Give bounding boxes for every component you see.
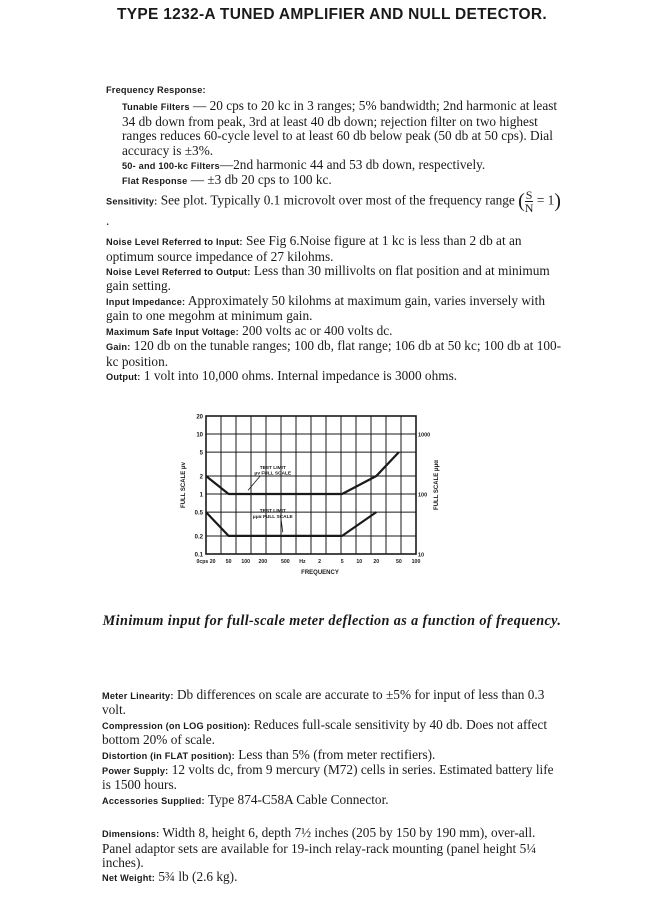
x-tick-label: Hz bbox=[299, 559, 306, 565]
x-tick-label: 20 bbox=[373, 559, 380, 565]
annotation-uua-full-scale: μμα FULL SCALE bbox=[252, 514, 293, 520]
y-tick-label-left: 10 bbox=[196, 432, 203, 439]
chart-caption: Minimum input for full-scale meter deflection as a function of frequency. bbox=[102, 613, 562, 629]
output-spec bbox=[106, 369, 562, 384]
meter-linearity-spec bbox=[102, 688, 562, 718]
series-line-1 bbox=[206, 452, 399, 494]
frequency-response-heading bbox=[106, 82, 562, 97]
x-tick-label: 50 bbox=[225, 559, 232, 565]
y-tick-label-left: 0.1 bbox=[194, 552, 203, 559]
y-tick-label-left: 0.5 bbox=[194, 510, 203, 517]
net-weight-spec bbox=[102, 870, 562, 885]
distortion-label: Distortion (in FLAT position): bbox=[102, 750, 235, 761]
input-impedance-spec bbox=[106, 294, 562, 324]
x-tick-label: 2 bbox=[318, 559, 321, 565]
power-supply-text: 12 volts dc, from 9 mercury (M72) cells in series. Estimated battery life is 1500 hours. bbox=[102, 762, 554, 793]
y-tick-label-right: 10 bbox=[418, 552, 425, 559]
compression-text: Reduces full-scale sensitivity by 40 db. Does not affect bottom 20% of scale. bbox=[102, 716, 548, 748]
input-impedance-label: Input Impedance: bbox=[106, 296, 186, 307]
max-input-voltage-spec bbox=[106, 324, 562, 339]
snr-paren-close: ) bbox=[554, 190, 561, 213]
x-tick-label: 5 bbox=[340, 559, 344, 565]
gain-label: Gain: bbox=[106, 342, 131, 353]
compression-spec bbox=[102, 718, 562, 748]
noise-input-text: See Fig 6.Noise figure at 1 kc is less than 2 db at an optimum source impedance of 27 kilohms. bbox=[106, 233, 522, 264]
tunable-filters-label: Tunable Filters bbox=[122, 102, 190, 113]
y-tick-label-left: 5 bbox=[199, 450, 203, 457]
snr-fraction bbox=[525, 189, 534, 214]
net-weight-label: Net Weight: bbox=[102, 873, 156, 884]
x-tick-label: 100 bbox=[241, 559, 251, 565]
y-tick-label-left: 2 bbox=[199, 474, 203, 481]
power-supply-spec bbox=[102, 763, 562, 793]
meter-linearity-label: Meter Linearity: bbox=[102, 691, 174, 701]
y-tick-label-left: 1 bbox=[199, 492, 203, 499]
meter-linearity-text: Db differences on scale are accurate to ±5% for input of less than 0.3 volt. bbox=[102, 687, 545, 718]
max-input-voltage-text: 200 volts ac or 400 volts dc. bbox=[238, 322, 393, 338]
noise-input-label: Noise Level Referred to Input: bbox=[106, 237, 243, 248]
gain-text: 120 db on the tunable ranges; 100 db, flat range; 106 db at 50 kc; 100 db at 100-kc position. bbox=[106, 338, 562, 369]
dimensions-text: Width 8, height 6, depth 7½ inches (205 by 150 by 190 mm), over-all. Panel adaptor sets are available for 19-inch relay-rack mounting (panel height 5¼ inches). bbox=[102, 825, 537, 871]
input-impedance-text: Approximately 50 kilohms at maximum gain, varies inversely with gain to one megohm at minimum gain. bbox=[106, 292, 545, 324]
y-tick-label-left: 0.2 bbox=[194, 534, 203, 541]
tunable-filters-text: — 20 cps to 20 kc in 3 ranges; 5% bandwidth; 2nd harmonic at least 34 db down from peak, 3rd at least 40 db down; rejection filter on two highest ranges reduces 60-cycle level to at least 60 db below peak (50 db at 50 cps). Dial accuracy is ±3%. bbox=[122, 98, 558, 158]
accessories-label: Accessories Supplied: bbox=[102, 795, 205, 806]
output-text: 1 volt into 10,000 ohms. Internal impedance is 3000 ohms. bbox=[140, 367, 458, 383]
snr-denominator: N bbox=[524, 200, 534, 215]
snr-paren-open: ( bbox=[518, 190, 525, 213]
page-title: TYPE 1232-A TUNED AMPLIFIER AND NULL DETECTOR. bbox=[116, 6, 548, 23]
noise-output-label: Noise Level Referred to Output: bbox=[106, 267, 251, 278]
y-tick-label-right: 1000 bbox=[418, 432, 431, 439]
gain-spec bbox=[106, 339, 562, 369]
sensitivity-label: Sensitivity: bbox=[106, 196, 158, 207]
snr-numerator: S bbox=[525, 187, 533, 202]
accessories-spec bbox=[102, 793, 562, 808]
output-label: Output: bbox=[106, 371, 141, 382]
y-axis-label-left: FULL SCALE μv bbox=[181, 462, 187, 508]
x-tick-label: 500 bbox=[281, 559, 290, 565]
snr-equals: = 1 bbox=[536, 192, 555, 208]
annotation-test-limit-uv: TEST LIMIT bbox=[259, 466, 286, 472]
annotation-test-limit-uua: TEST LIMIT bbox=[259, 509, 286, 515]
annotation-arrow bbox=[248, 476, 260, 490]
y-tick-label-right: 100 bbox=[418, 492, 428, 499]
flat-response-spec bbox=[106, 173, 562, 188]
x-tick-label: 50 bbox=[396, 559, 402, 565]
sensitivity-text: See plot. Typically 0.1 microvolt over most of the frequency range bbox=[157, 192, 519, 208]
kc-filters-text: —2nd harmonic 44 and 53 db down, respectively. bbox=[219, 157, 486, 173]
y-tick-label-left: 20 bbox=[196, 414, 203, 421]
sensitivity-chart bbox=[170, 408, 470, 583]
dimensions-label: Dimensions: bbox=[102, 829, 160, 840]
noise-input-spec bbox=[106, 234, 562, 264]
kc-filters-label: 50- and 100-kc Filters bbox=[122, 161, 220, 172]
noise-output-spec bbox=[106, 264, 562, 294]
noise-output-text: Less than 30 millivolts on flat position and at minimum gain setting. bbox=[106, 263, 550, 294]
sensitivity-spec: Sensitivity: See plot. Typically 0.1 microvolt over most of the frequency range ( $\frac{S}{N}$ = 1). bbox=[106, 187, 561, 228]
net-weight-text: 5¾ lb (2.6 kg). bbox=[155, 869, 238, 885]
annotation-uv-full-scale: μv FULL SCALE bbox=[254, 471, 292, 477]
distortion-text: Less than 5% (from meter rectifiers). bbox=[234, 746, 436, 762]
kc-filters-spec bbox=[106, 158, 562, 173]
x-tick-label: 200 bbox=[258, 559, 268, 565]
accessories-text: Type 874-C58A Cable Connector. bbox=[204, 791, 389, 807]
flat-response-label: Flat Response bbox=[122, 176, 188, 187]
distortion-spec bbox=[102, 748, 562, 763]
x-tick-label: 10 bbox=[356, 559, 363, 565]
max-input-voltage-label: Maximum Safe Input Voltage: bbox=[106, 326, 239, 337]
x-axis-label: FREQUENCY bbox=[301, 570, 339, 576]
x-tick-label: 0cps 20 bbox=[196, 559, 216, 565]
x-tick-label: 100 bbox=[411, 559, 421, 565]
tunable-filters-spec bbox=[106, 99, 562, 158]
dimensions-spec bbox=[102, 826, 562, 870]
flat-response-text: — ±3 db 20 cps to 100 kc. bbox=[187, 172, 332, 188]
specs-top bbox=[106, 82, 562, 384]
specs-bottom bbox=[102, 688, 562, 886]
frequency-response-label: Frequency Response: bbox=[106, 85, 206, 95]
power-supply-label: Power Supply: bbox=[102, 766, 169, 777]
compression-label: Compression (on LOG position): bbox=[102, 720, 251, 731]
y-axis-label-right: FULL SCALE μμα bbox=[434, 460, 440, 510]
